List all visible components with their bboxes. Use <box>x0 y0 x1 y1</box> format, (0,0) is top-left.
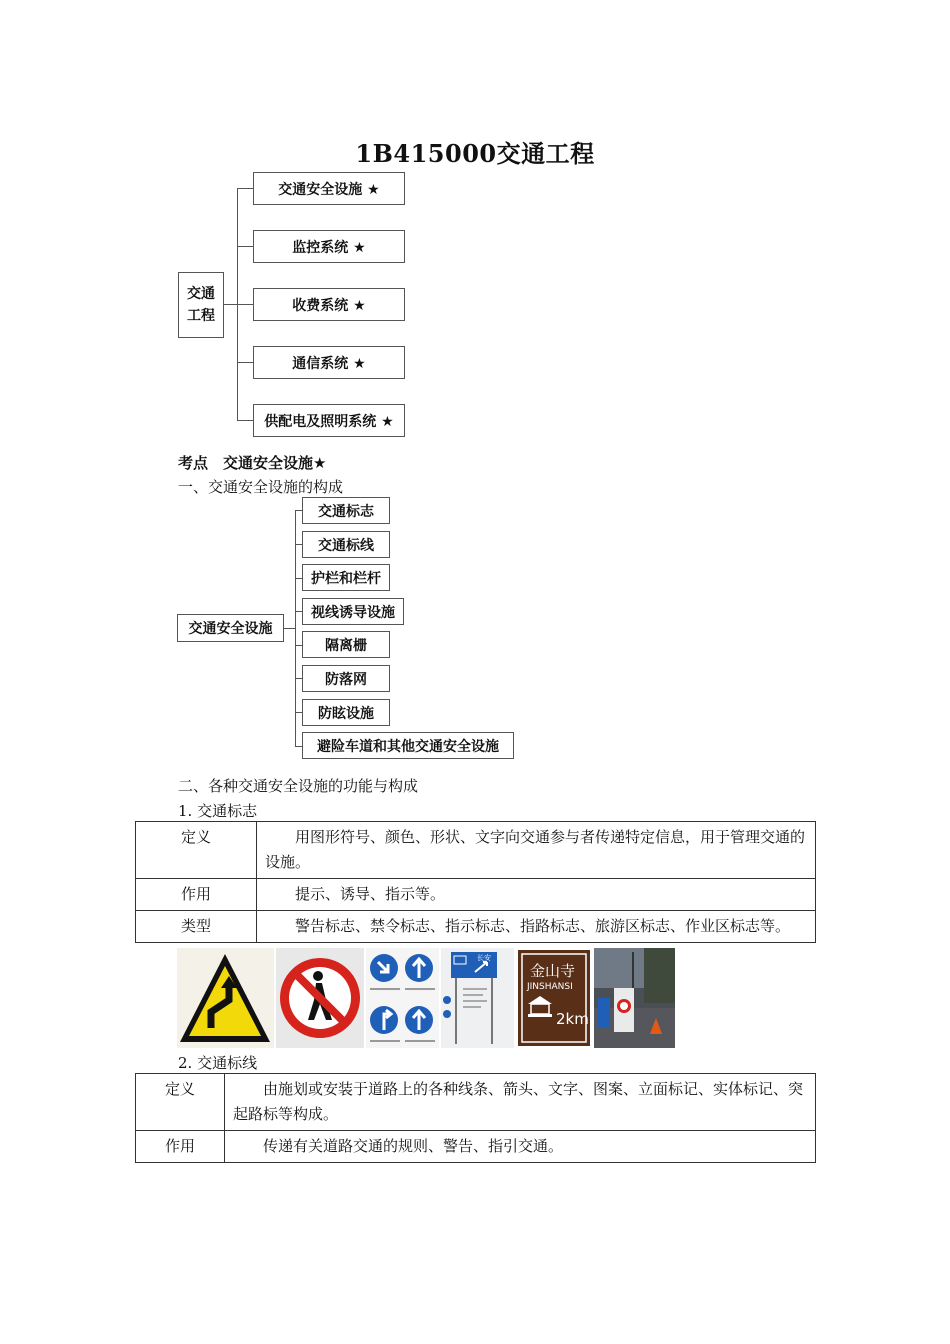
table-label: 作用 <box>136 1131 225 1163</box>
sub1-heading: 1. 交通标志 <box>178 802 258 820</box>
table-row <box>136 1074 816 1131</box>
table-label: 作用 <box>136 879 257 911</box>
tree2-branch <box>295 645 302 646</box>
part1-heading: 一、交通安全设施的构成 <box>178 478 344 496</box>
tree1-connector <box>224 304 237 305</box>
tree1-branch <box>237 420 253 421</box>
table-cell: 警告标志、禁令标志、指示标志、指路标志、旅游区标志、作业区标志等。 <box>257 911 816 943</box>
guide-sign-image <box>441 948 514 1048</box>
tree1-branch <box>237 304 253 305</box>
tree1-branch <box>237 188 253 189</box>
tree1-root <box>178 272 224 338</box>
tree1-root-line1: 交通 <box>187 286 215 302</box>
table-label: 定义 <box>136 822 257 879</box>
tree2-branch <box>295 544 302 545</box>
table-cell: 用图形符号、颜色、形状、文字向交通参与者传递特定信息，用于管理交通的设施。 <box>257 822 816 879</box>
table-cell: 由施划或安装于道路上的各种线条、箭头、文字、图案、立面标记、实体标记、突起路标等构成。 <box>225 1074 816 1131</box>
tourist-sign-distance: 2km <box>556 1010 589 1028</box>
tourist-sign-name: 金山寺 <box>530 962 576 980</box>
table-label: 定义 <box>136 1074 225 1131</box>
table-row <box>136 1131 816 1163</box>
tree2-node-guardrails: 护栏和栏杆 <box>302 564 390 591</box>
tree1-branch <box>237 362 253 363</box>
tree1-node-power-lighting: 供配电及照明系统 ★ <box>253 404 405 437</box>
tree2-branch <box>295 510 302 511</box>
tree2-node-signs: 交通标志 <box>302 497 390 524</box>
tree1-node-safety: 交通安全设施 ★ <box>253 172 405 205</box>
tree1-root-line2: 工程 <box>187 308 215 324</box>
page-title: 1B415000交通工程 <box>355 139 595 168</box>
section-heading: 考点 交通安全设施★ <box>178 454 327 472</box>
table-row <box>136 822 816 879</box>
tree2-branch <box>295 611 302 612</box>
tree2-branch <box>295 678 302 679</box>
mandatory-signs-image <box>366 948 439 1048</box>
tree2-node-delineation: 视线诱导设施 <box>302 598 404 625</box>
table-cell: 提示、诱导、指示等。 <box>257 879 816 911</box>
tree2-node-antiglare: 防眩设施 <box>302 699 390 726</box>
table-row <box>136 879 816 911</box>
table-row <box>136 911 816 943</box>
tree2-root: 交通安全设施 <box>177 614 284 642</box>
table-cell: 传递有关道路交通的规则、警告、指引交通。 <box>225 1131 816 1163</box>
guide-sign-text: 长安 <box>477 954 491 962</box>
table-label: 类型 <box>136 911 257 943</box>
table-traffic-signs <box>135 821 816 943</box>
tree2-node-antifall-net: 防落网 <box>302 665 390 692</box>
tree2-spine <box>295 510 296 746</box>
tree2-branch <box>295 712 302 713</box>
table-traffic-markings <box>135 1073 816 1163</box>
tree2-connector <box>284 628 295 629</box>
tree2-node-markings: 交通标线 <box>302 531 390 558</box>
tourist-sign-image <box>516 948 592 1048</box>
tree2-node-escape-lane: 避险车道和其他交通安全设施 <box>302 732 514 759</box>
tree1-node-toll: 收费系统 ★ <box>253 288 405 321</box>
prohibition-sign-image <box>276 948 364 1048</box>
tree1-node-communication: 通信系统 ★ <box>253 346 405 379</box>
warning-sign-image <box>177 948 274 1048</box>
tree2-node-fence: 隔离栅 <box>302 631 390 658</box>
tree2-branch <box>295 746 302 747</box>
part2-heading: 二、各种交通安全设施的功能与构成 <box>178 777 419 795</box>
tourist-sign-pinyin: JINSHANSI <box>527 982 573 992</box>
work-zone-sign-image <box>594 948 675 1048</box>
tree2-branch <box>295 578 302 579</box>
sub2-heading: 2. 交通标线 <box>178 1054 258 1072</box>
sign-image-row <box>177 948 675 1048</box>
tree1-node-monitoring: 监控系统 ★ <box>253 230 405 263</box>
tree1-branch <box>237 246 253 247</box>
